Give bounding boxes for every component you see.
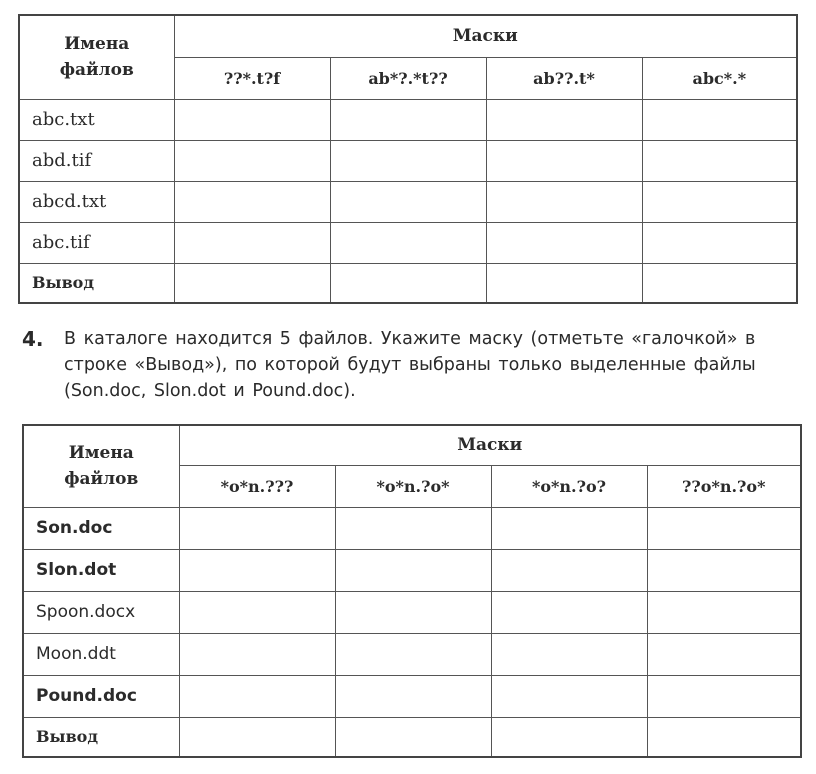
answer-cell[interactable]	[486, 181, 642, 222]
table-row	[23, 675, 801, 717]
task-number: 4.	[22, 327, 44, 351]
task-4	[22, 326, 812, 404]
answer-cell[interactable]	[174, 222, 330, 263]
answer-cell[interactable]	[174, 99, 330, 140]
answer-cell[interactable]	[179, 591, 335, 633]
output-checkbox-cell[interactable]	[647, 717, 801, 757]
answer-cell[interactable]	[174, 140, 330, 181]
file-names-header-line2: файлов	[59, 60, 134, 81]
answer-cell[interactable]	[642, 222, 797, 263]
output-checkbox-cell[interactable]	[486, 263, 642, 303]
answer-cell[interactable]	[330, 222, 486, 263]
table-row	[19, 181, 797, 222]
file-names-header	[23, 425, 179, 507]
file-name-highlighted: Pound.doc	[23, 675, 179, 717]
answer-cell[interactable]	[642, 181, 797, 222]
masks-table-1	[18, 14, 798, 304]
output-label: Вывод	[23, 717, 179, 757]
file-name: abd.tif	[19, 140, 174, 181]
table-row	[23, 591, 801, 633]
file-name: Spoon.docx	[23, 591, 179, 633]
file-names-header-line1: Имена	[68, 443, 134, 464]
answer-cell[interactable]	[330, 140, 486, 181]
answer-cell[interactable]	[179, 507, 335, 549]
masks-table-2	[22, 424, 802, 758]
answer-cell[interactable]	[174, 181, 330, 222]
file-name-highlighted: Son.doc	[23, 507, 179, 549]
answer-cell[interactable]	[642, 99, 797, 140]
output-checkbox-cell[interactable]	[642, 263, 797, 303]
answer-cell[interactable]	[642, 140, 797, 181]
answer-cell[interactable]	[330, 181, 486, 222]
file-names-header-line2: файлов	[64, 469, 139, 490]
answer-cell[interactable]	[491, 549, 647, 591]
output-label: Вывод	[19, 263, 174, 303]
file-names-header	[19, 15, 174, 99]
answer-cell[interactable]	[335, 591, 491, 633]
answer-cell[interactable]	[491, 507, 647, 549]
mask-header-3: ab??.t*	[486, 57, 642, 99]
table-row	[23, 633, 801, 675]
output-checkbox-cell[interactable]	[174, 263, 330, 303]
file-names-header-line1: Имена	[64, 34, 130, 55]
answer-cell[interactable]	[330, 99, 486, 140]
mask-header-1: ??*.t?f	[174, 57, 330, 99]
mask-header-3: *o*n.?o?	[491, 465, 647, 507]
output-checkbox-cell[interactable]	[491, 717, 647, 757]
answer-cell[interactable]	[491, 591, 647, 633]
file-name: Moon.ddt	[23, 633, 179, 675]
task-text: В каталоге находится 5 файлов. Укажите маску (отметьте «галочкой» в строке «Вывод»), по которой будут выбраны только выделенные файлы (Son.doc, Slon.dot и Pound.doc).	[64, 329, 756, 401]
output-row	[23, 717, 801, 757]
answer-cell[interactable]	[179, 549, 335, 591]
answer-cell[interactable]	[179, 633, 335, 675]
mask-header-2: ab*?.*t??	[330, 57, 486, 99]
mask-header-2: *o*n.?o*	[335, 465, 491, 507]
file-name: abcd.txt	[19, 181, 174, 222]
answer-cell[interactable]	[486, 140, 642, 181]
answer-cell[interactable]	[647, 675, 801, 717]
answer-cell[interactable]	[647, 549, 801, 591]
answer-cell[interactable]	[486, 99, 642, 140]
answer-cell[interactable]	[335, 633, 491, 675]
output-checkbox-cell[interactable]	[179, 717, 335, 757]
answer-cell[interactable]	[491, 675, 647, 717]
mask-header-4: abc*.*	[642, 57, 797, 99]
answer-cell[interactable]	[335, 549, 491, 591]
table-row	[23, 549, 801, 591]
answer-cell[interactable]	[335, 675, 491, 717]
answer-cell[interactable]	[179, 675, 335, 717]
output-row	[19, 263, 797, 303]
answer-cell[interactable]	[647, 633, 801, 675]
table-row	[19, 99, 797, 140]
masks-header: Маски	[179, 425, 801, 465]
file-name-highlighted: Slon.dot	[23, 549, 179, 591]
masks-header: Маски	[174, 15, 797, 57]
table-row	[19, 222, 797, 263]
answer-cell[interactable]	[647, 591, 801, 633]
file-name: abc.tif	[19, 222, 174, 263]
answer-cell[interactable]	[335, 507, 491, 549]
table-row	[23, 507, 801, 549]
file-name: abc.txt	[19, 99, 174, 140]
mask-header-4: ??o*n.?o*	[647, 465, 801, 507]
answer-cell[interactable]	[647, 507, 801, 549]
answer-cell[interactable]	[486, 222, 642, 263]
output-checkbox-cell[interactable]	[335, 717, 491, 757]
answer-cell[interactable]	[491, 633, 647, 675]
output-checkbox-cell[interactable]	[330, 263, 486, 303]
table-row	[19, 140, 797, 181]
mask-header-1: *o*n.???	[179, 465, 335, 507]
